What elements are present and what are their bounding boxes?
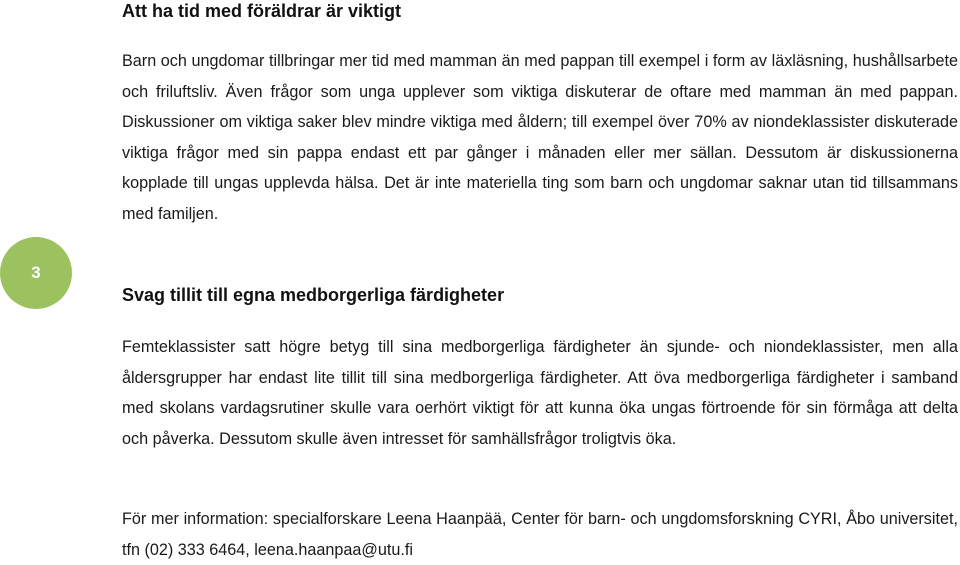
page-number: 3 — [31, 263, 41, 282]
page-number-badge — [0, 237, 72, 309]
section-paragraph-parent-time: Barn och ungdomar tillbringar mer tid med mamman än med pappan till exempel i form av läxläsning, hushållsarbete och friluftsliv. Även frågor som unga upplever som viktiga diskuterar de oftare med mamman än med pappan. Diskussioner om viktiga saker blev mindre viktiga med åldern; till exempel över 70% av niondeklassister diskuterade viktiga frågor med sin pappa endast ett par gånger i månaden eller mer sällan. Dessutom är diskussionerna kopplade till ungas upplevda hälsa. Det är inte materiella ting som barn och ungdomar saknar utan tid tillsammans med familjen. — [122, 52, 958, 223]
section-heading-civic-skills: Svag tillit till egna medborgerliga färdigheter — [122, 285, 505, 305]
section-paragraph-civic-skills: Femteklassister satt högre betyg till sina medborgerliga färdigheter än sjunde- och niondeklassister, men alla åldersgrupper har endast lite tillit till sina medborgerliga färdigheter. Att öva medborgerliga färdigheter i samband med skolans vardagsrutiner skulle vara oerhört viktigt för att kunna öka ungas förtroende för sin förmåga att delta och påverka. Dessutom skulle även intresset för samhällsfrågor troligtvis öka. — [122, 338, 958, 448]
section-heading-parent-time: Att ha tid med föräldrar är viktigt — [122, 1, 402, 21]
contact-information: För mer information: specialforskare Leena Haanpää, Center för barn- och ungdomsforskning CYRI, Åbo universitet, tfn (02) 333 6464, leena.haanpaa@utu.fi — [122, 510, 958, 559]
